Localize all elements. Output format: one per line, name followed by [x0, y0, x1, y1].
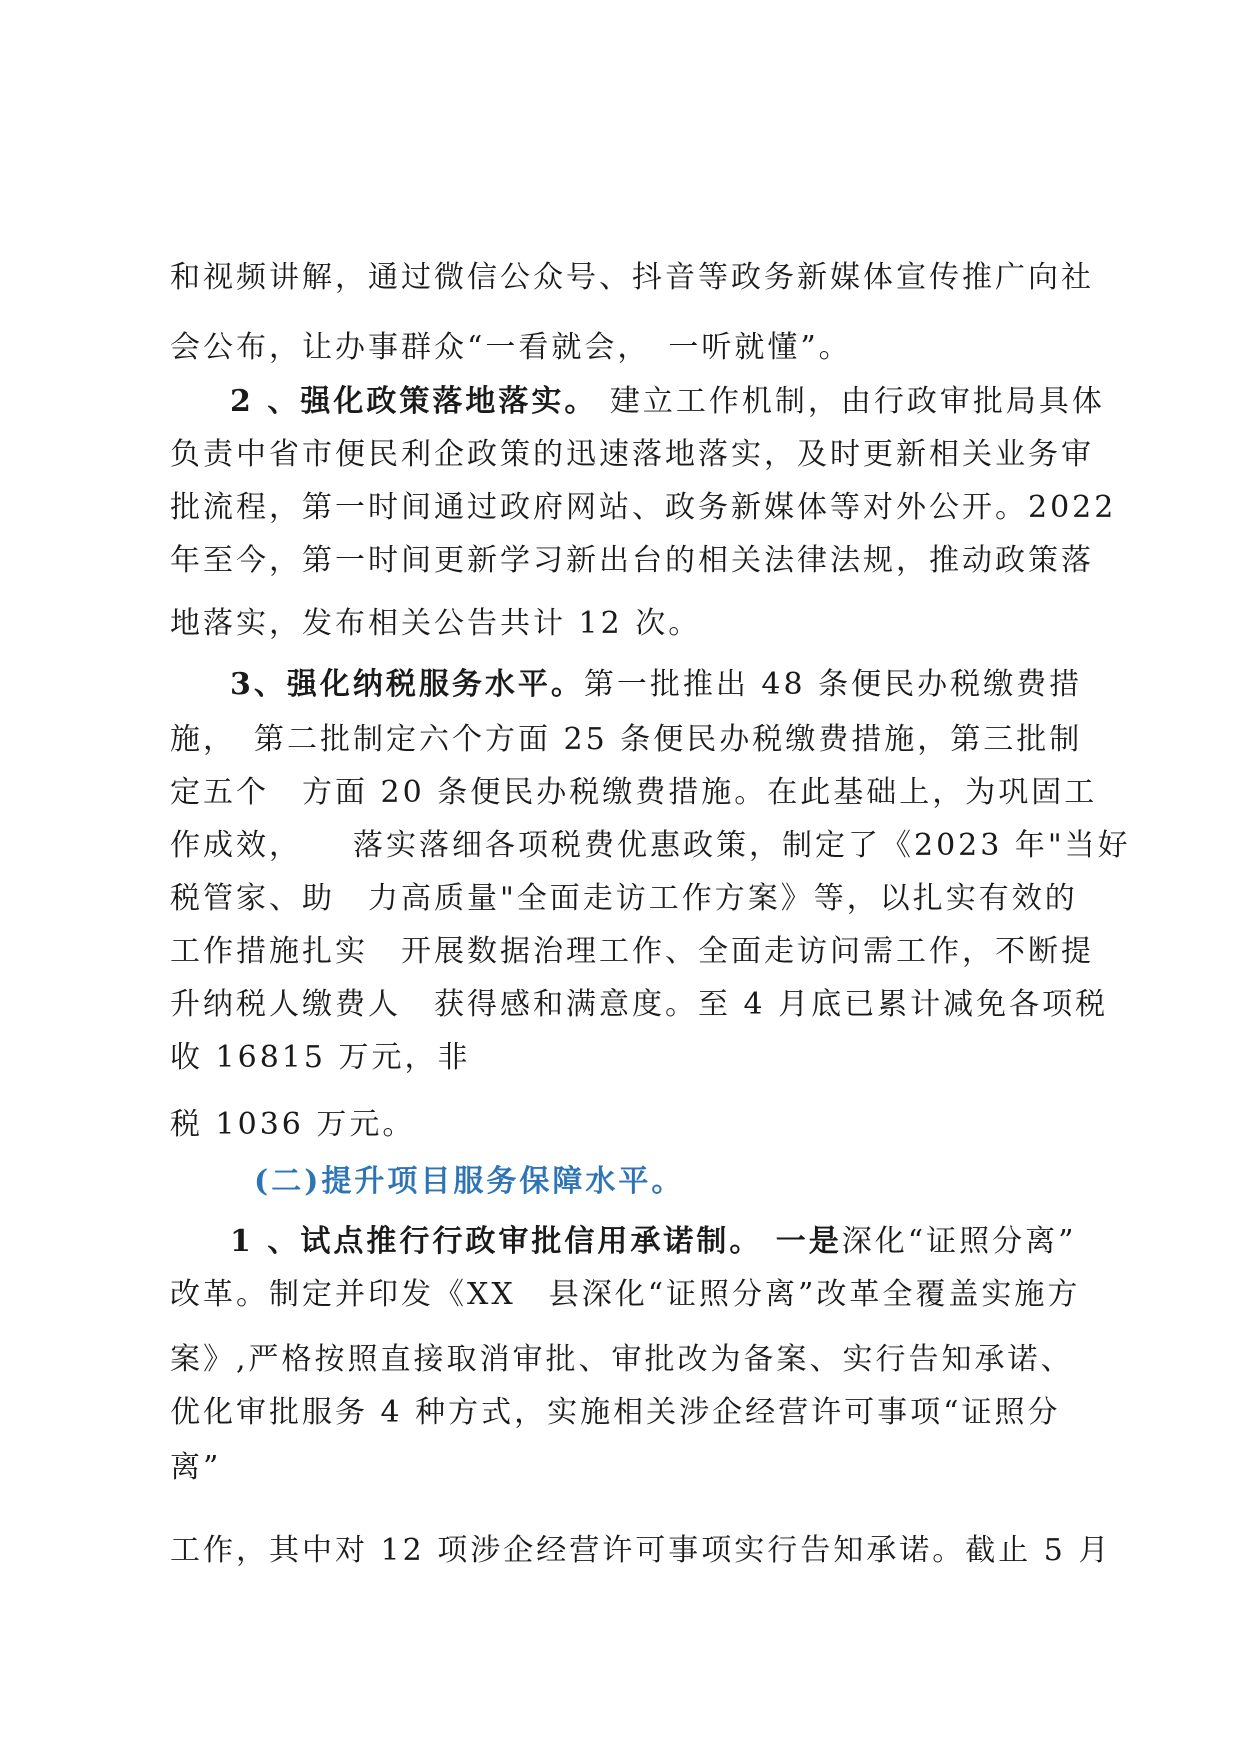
body-text: 第一批推出 48 条便民办税缴费措 [583, 667, 1083, 702]
body-text-line: 收 16815 万元，非 [170, 1040, 471, 1075]
section-heading: (二)提升项目服务保障水平。 [254, 1164, 685, 1199]
paragraph-first-line [230, 667, 1082, 703]
body-text-line: 税管家、助 力高质量"全面走访工作方案》等，以扎实有效的 [170, 881, 1078, 916]
body-text-line: 施， 第二批制定六个方面 25 条便民办税缴费措施，第三批制 [170, 722, 1083, 757]
body-text-line: 税 1036 万元。 [170, 1107, 416, 1142]
body-text-line: 改革。制定并印发《XX 县深化“证照分离”改革全覆盖实施方 [170, 1277, 1081, 1312]
body-text-line: 作成效， 落实落细各项税费优惠政策，制定了《2023 年"当好 [170, 828, 1131, 863]
paragraph-heading: 2 、强化政策落地落实。 [230, 384, 598, 419]
paragraph-heading: 3、强化纳税服务水平。 [230, 667, 584, 702]
body-text-line: 会公布，让办事群众“一看就会， 一听就懂”。 [170, 330, 852, 365]
paragraph-heading: 1 、试点推行行政审批信用承诺制。 [230, 1224, 763, 1259]
bold-lead-text: 一是 [762, 1224, 842, 1259]
body-text-line: 负责中省市便民利企政策的迅速落地落实，及时更新相关业务审 [170, 437, 1094, 472]
body-text-line: 优化审批服务 4 种方式，实施相关涉企经营许可事项“证照分 [170, 1395, 1061, 1430]
body-text-line: 案》,严格按照直接取消审批、审批改为备案、实行告知承诺、 [170, 1342, 1074, 1377]
body-text-line: 年至今，第一时间更新学习新出台的相关法律法规，推动政策落 [170, 543, 1094, 578]
body-text-line: 离” [170, 1450, 222, 1485]
body-text-line: 工作，其中对 12 项涉企经营许可事项实行告知承诺。截止 5 月 [170, 1533, 1112, 1568]
body-text-line: 批流程，第一时间通过政府网站、政务新媒体等对外公开。2022 [170, 490, 1117, 525]
body-text: 建立工作机制，由行政审批局具体 [597, 384, 1105, 419]
body-text-line: 升纳税人缴费人 获得感和满意度。至 4 月底已累计减免各项税 [170, 987, 1109, 1022]
body-text-line: 工作措施扎实 开展数据治理工作、全面走访问需工作，不断提 [170, 934, 1094, 969]
paragraph-first-line [230, 384, 1105, 420]
body-text-line: 地落实，发布相关公告共计 12 次。 [170, 606, 702, 641]
body-text-line: 定五个 方面 20 条便民办税缴费措施。在此基础上，为巩固工 [170, 775, 1098, 810]
body-text: 深化“证照分离” [841, 1224, 1077, 1259]
paragraph-first-line [230, 1224, 1076, 1260]
body-text-line: 和视频讲解，通过微信公众号、抖音等政务新媒体宣传推广向社 [170, 260, 1094, 295]
